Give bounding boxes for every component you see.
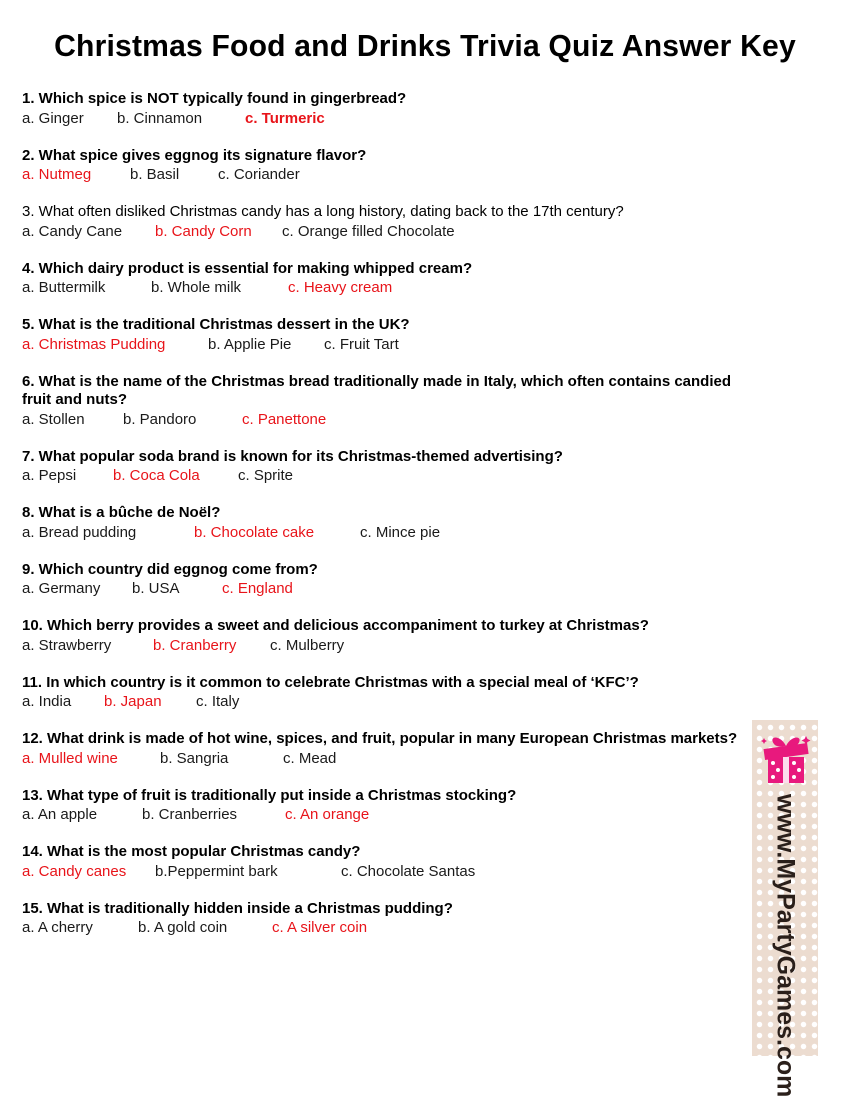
option-a: a. Buttermilk (22, 279, 106, 296)
option-a: a. Pepsi (22, 467, 77, 484)
option-b: b. Basil (130, 166, 180, 183)
option-c: c. Mead (283, 749, 337, 767)
option-c: c. Coriander (218, 166, 300, 183)
option-c: c. Orange filled Chocolate (282, 222, 455, 240)
option-b: b. Pandoro (123, 410, 197, 428)
answer-options (22, 222, 752, 241)
option-c: c. Sprite (238, 467, 294, 484)
option-b-correct: b. Cranberry (153, 636, 237, 654)
answer-options (22, 165, 752, 184)
question-9 (22, 561, 752, 599)
answer-options (22, 410, 752, 429)
option-c: c. Fruit Tart (324, 335, 399, 353)
question-12 (22, 730, 752, 768)
question-text: 4. Which dairy product is essential for making whipped cream? (22, 259, 473, 277)
question-13 (22, 787, 752, 825)
option-b: b.Peppermint bark (155, 862, 278, 880)
option-b: b. Whole milk (151, 279, 242, 296)
answer-options (22, 523, 752, 542)
answer-options (22, 805, 752, 824)
question-5 (22, 316, 752, 354)
option-a: a. A cherry (22, 919, 93, 936)
gift-box-icon (758, 730, 814, 786)
question-list (22, 90, 752, 956)
option-a: a. Ginger (22, 109, 84, 127)
question-text: 10. Which berry provides a sweet and delicious accompaniment to turkey at Christmas? (22, 617, 649, 634)
question-text: 2. What spice gives eggnog its signature flavor? (22, 146, 367, 164)
option-b-correct: b. Candy Corn (155, 222, 252, 240)
question-15 (22, 900, 752, 938)
option-c-correct: c. An orange (285, 806, 370, 823)
question-7 (22, 448, 752, 486)
question-text: 8. What is a bûche de Noël? (22, 504, 221, 521)
option-c: c. Mulberry (270, 636, 345, 654)
answer-options (22, 278, 752, 297)
option-a: a. India (22, 693, 72, 710)
option-b: b. USA (132, 580, 180, 597)
question-text: 7. What popular soda brand is known for its Christmas-themed advertising? (22, 447, 563, 465)
option-c-correct: c. England (222, 580, 293, 597)
option-a-correct: a. Mulled wine (22, 749, 118, 767)
question-text: 6. What is the name of the Christmas bread traditionally made in Italy, which often contains candied fruit and nuts? (22, 372, 732, 408)
option-c: c. Italy (196, 693, 240, 710)
option-b: b. A gold coin (138, 919, 228, 936)
option-b-correct: b. Coca Cola (113, 467, 200, 484)
site-banner (752, 720, 818, 1098)
answer-options (22, 918, 752, 937)
question-6 (22, 373, 752, 429)
option-c-correct: c. Panettone (242, 410, 327, 428)
question-text: 11. In which country is it common to celebrate Christmas with a special meal of ‘KFC’? (22, 673, 639, 691)
option-a-correct: a. Candy canes (22, 862, 127, 880)
question-text: 9. Which country did eggnog come from? (22, 560, 318, 578)
option-c-correct: c. Heavy cream (288, 279, 393, 296)
option-a: a. An apple (22, 806, 98, 823)
question-8 (22, 504, 752, 542)
question-2 (22, 147, 752, 185)
option-c-correct: c. A silver coin (272, 919, 368, 936)
answer-options (22, 579, 752, 598)
answer-options (22, 692, 752, 711)
question-3 (22, 203, 752, 241)
page-title: Christmas Food and Drinks Trivia Quiz Answer Key (54, 28, 796, 63)
answer-options (22, 862, 752, 881)
question-10 (22, 617, 752, 655)
option-b: b. Sangria (160, 749, 229, 767)
option-a: a. Candy Cane (22, 222, 123, 240)
option-a-correct: a. Nutmeg (22, 166, 92, 183)
question-text: 5. What is the traditional Christmas dessert in the UK? (22, 316, 410, 333)
site-url-text: www.MyPartyGames.com (771, 794, 800, 1098)
question-4 (22, 260, 752, 298)
question-text: 13. What type of fruit is traditionally put inside a Christmas stocking? (22, 786, 517, 804)
option-b: b. Applie Pie (208, 335, 292, 353)
option-a: a. Strawberry (22, 636, 112, 654)
option-a: a. Germany (22, 580, 101, 597)
answer-options (22, 466, 752, 485)
answer-options (22, 636, 752, 655)
option-c: c. Mince pie (360, 523, 441, 541)
option-b: b. Cranberries (142, 806, 238, 823)
question-text: 3. What often disliked Christmas candy has a long history, dating back to the 17th century? (22, 203, 624, 220)
option-b: b. Cinnamon (117, 109, 203, 127)
option-b-correct: b. Japan (104, 693, 162, 710)
question-11 (22, 674, 752, 712)
question-text: 12. What drink is made of hot wine, spices, and fruit, popular in many European Christmas markets? (22, 730, 738, 747)
option-c-correct: c. Turmeric (245, 109, 325, 127)
option-a: a. Bread pudding (22, 523, 137, 541)
question-text: 14. What is the most popular Christmas candy? (22, 843, 361, 860)
answer-options (22, 109, 752, 128)
question-text: 1. Which spice is NOT typically found in gingerbread? (22, 90, 407, 107)
option-a-correct: a. Christmas Pudding (22, 335, 166, 353)
option-b-correct: b. Chocolate cake (194, 523, 315, 541)
question-1 (22, 90, 752, 128)
question-14 (22, 843, 752, 881)
option-c: c. Chocolate Santas (341, 862, 476, 880)
answer-options (22, 335, 752, 354)
question-text: 15. What is traditionally hidden inside a Christmas pudding? (22, 899, 453, 917)
option-a: a. Stollen (22, 410, 85, 428)
answer-options (22, 749, 752, 768)
